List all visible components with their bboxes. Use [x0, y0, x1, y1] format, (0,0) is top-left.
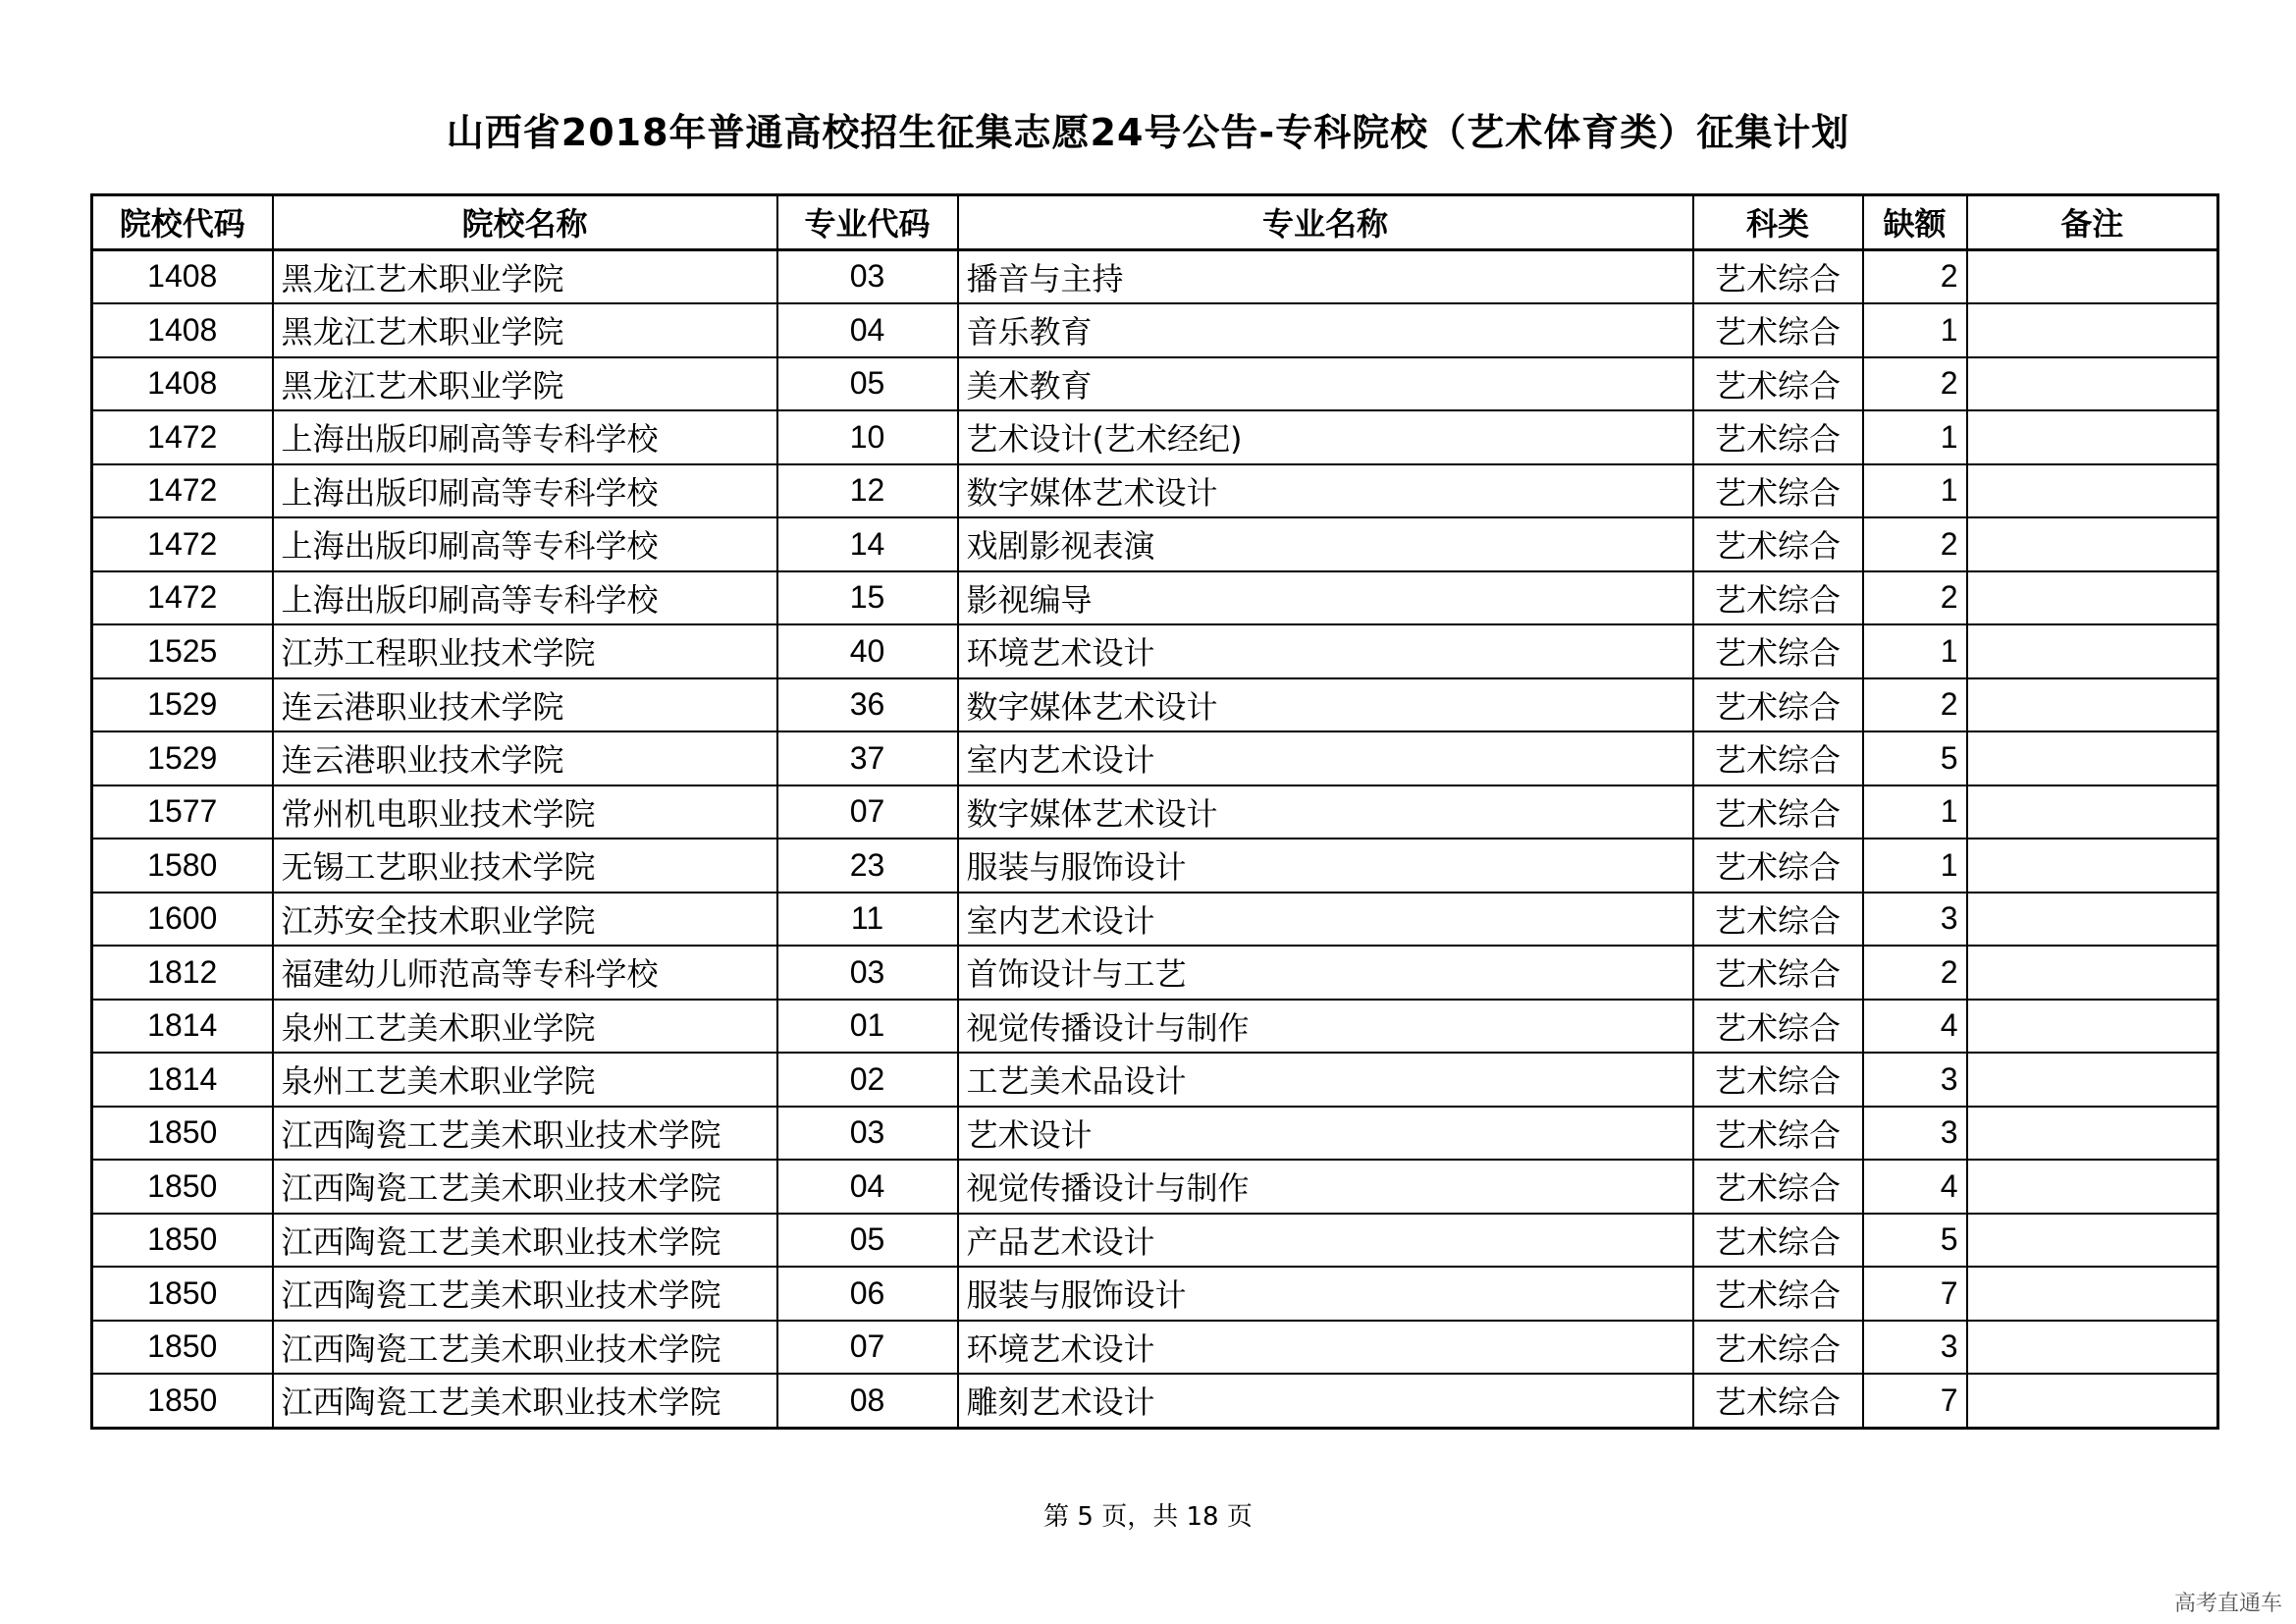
- note-cell: [1967, 785, 2218, 839]
- watermark-text: 高考直通车: [2173, 1592, 2282, 1616]
- note-cell: [1967, 1374, 2218, 1428]
- school-name-cell: 福建幼儿师范高等专科学校: [273, 946, 777, 1000]
- school-name-cell: 江西陶瓷工艺美术职业技术学院: [273, 1214, 777, 1268]
- major-name-cell: 产品艺术设计: [958, 1214, 1693, 1268]
- note-cell: [1967, 249, 2218, 303]
- note-cell: [1967, 1214, 2218, 1268]
- school-code-cell: 1850: [92, 1374, 273, 1428]
- page-title: 山西省2018年普通高校招生征集志愿24号公告-专科院校（艺术体育类）征集计划: [446, 111, 1850, 154]
- major-name-cell: 首饰设计与工艺: [958, 946, 1693, 1000]
- quota-cell: 5: [1863, 731, 1967, 785]
- major-name-cell: 美术教育: [958, 357, 1693, 411]
- school-code-cell: 1472: [92, 517, 273, 571]
- major-code-cell: 03: [777, 249, 958, 303]
- table-row: [92, 410, 2218, 464]
- major-code-cell: 08: [777, 1374, 958, 1428]
- table-row: [92, 1000, 2218, 1054]
- school-name-cell: 上海出版印刷高等专科学校: [273, 571, 777, 625]
- header-school-code: 院校代码: [92, 195, 273, 250]
- major-code-cell: 15: [777, 571, 958, 625]
- note-cell: [1967, 678, 2218, 732]
- category-cell: 艺术综合: [1693, 1374, 1863, 1428]
- category-cell: 艺术综合: [1693, 303, 1863, 357]
- quota-cell: 1: [1863, 785, 1967, 839]
- school-code-cell: 1472: [92, 410, 273, 464]
- quota-cell: 1: [1863, 839, 1967, 893]
- school-name-cell: 江苏工程职业技术学院: [273, 624, 777, 678]
- table-row: [92, 1267, 2218, 1321]
- major-name-cell: 艺术设计(艺术经纪): [958, 410, 1693, 464]
- enrollment-plan-table: [90, 193, 2219, 1430]
- table-row: [92, 731, 2218, 785]
- school-name-cell: 江西陶瓷工艺美术职业技术学院: [273, 1321, 777, 1375]
- quota-cell: 1: [1863, 464, 1967, 518]
- school-code-cell: 1472: [92, 464, 273, 518]
- category-cell: 艺术综合: [1693, 1214, 1863, 1268]
- quota-cell: 4: [1863, 1000, 1967, 1054]
- page-number: 第 5 页，共 18 页: [1043, 1502, 1253, 1532]
- category-cell: 艺术综合: [1693, 517, 1863, 571]
- major-name-cell: 播音与主持: [958, 249, 1693, 303]
- quota-cell: 3: [1863, 893, 1967, 947]
- school-code-cell: 1577: [92, 785, 273, 839]
- school-name-cell: 江苏安全技术职业学院: [273, 893, 777, 947]
- quota-cell: 1: [1863, 303, 1967, 357]
- school-code-cell: 1580: [92, 839, 273, 893]
- category-cell: 艺术综合: [1693, 1321, 1863, 1375]
- major-code-cell: 07: [777, 785, 958, 839]
- school-code-cell: 1472: [92, 571, 273, 625]
- school-code-cell: 1850: [92, 1321, 273, 1375]
- school-name-cell: 黑龙江艺术职业学院: [273, 249, 777, 303]
- category-cell: 艺术综合: [1693, 1267, 1863, 1321]
- major-name-cell: 雕刻艺术设计: [958, 1374, 1693, 1428]
- major-code-cell: 23: [777, 839, 958, 893]
- major-code-cell: 01: [777, 1000, 958, 1054]
- quota-cell: 2: [1863, 249, 1967, 303]
- table-row: [92, 571, 2218, 625]
- major-name-cell: 室内艺术设计: [958, 731, 1693, 785]
- school-code-cell: 1812: [92, 946, 273, 1000]
- major-name-cell: 数字媒体艺术设计: [958, 464, 1693, 518]
- table-row: [92, 1214, 2218, 1268]
- table-row: [92, 839, 2218, 893]
- school-code-cell: 1814: [92, 1053, 273, 1107]
- major-code-cell: 06: [777, 1267, 958, 1321]
- school-name-cell: 上海出版印刷高等专科学校: [273, 517, 777, 571]
- category-cell: 艺术综合: [1693, 410, 1863, 464]
- table-row: [92, 303, 2218, 357]
- school-code-cell: 1814: [92, 1000, 273, 1054]
- category-cell: 艺术综合: [1693, 839, 1863, 893]
- note-cell: [1967, 1107, 2218, 1161]
- school-code-cell: 1850: [92, 1267, 273, 1321]
- category-cell: 艺术综合: [1693, 464, 1863, 518]
- table-row: [92, 893, 2218, 947]
- major-code-cell: 03: [777, 1107, 958, 1161]
- major-code-cell: 10: [777, 410, 958, 464]
- note-cell: [1967, 1000, 2218, 1054]
- school-code-cell: 1408: [92, 249, 273, 303]
- school-code-cell: 1525: [92, 624, 273, 678]
- major-name-cell: 工艺美术品设计: [958, 1053, 1693, 1107]
- major-code-cell: 37: [777, 731, 958, 785]
- table-row: [92, 1374, 2218, 1428]
- category-cell: 艺术综合: [1693, 1053, 1863, 1107]
- quota-cell: 3: [1863, 1321, 1967, 1375]
- quota-cell: 4: [1863, 1160, 1967, 1214]
- header-major-name: 专业名称: [958, 195, 1693, 250]
- header-quota: 缺额: [1863, 195, 1967, 250]
- school-name-cell: 无锡工艺职业技术学院: [273, 839, 777, 893]
- major-code-cell: 14: [777, 517, 958, 571]
- table-row: [92, 249, 2218, 303]
- table-row: [92, 464, 2218, 518]
- category-cell: 艺术综合: [1693, 1000, 1863, 1054]
- table-row: [92, 517, 2218, 571]
- note-cell: [1967, 1160, 2218, 1214]
- table-row: [92, 357, 2218, 411]
- quota-cell: 1: [1863, 624, 1967, 678]
- major-name-cell: 环境艺术设计: [958, 1321, 1693, 1375]
- category-cell: 艺术综合: [1693, 624, 1863, 678]
- category-cell: 艺术综合: [1693, 785, 1863, 839]
- school-name-cell: 泉州工艺美术职业学院: [273, 1000, 777, 1054]
- school-code-cell: 1850: [92, 1107, 273, 1161]
- quota-cell: 2: [1863, 357, 1967, 411]
- table-row: [92, 1053, 2218, 1107]
- table-row: [92, 1107, 2218, 1161]
- header-school-name: 院校名称: [273, 195, 777, 250]
- major-code-cell: 12: [777, 464, 958, 518]
- school-name-cell: 黑龙江艺术职业学院: [273, 303, 777, 357]
- quota-cell: 5: [1863, 1214, 1967, 1268]
- quota-cell: 2: [1863, 517, 1967, 571]
- category-cell: 艺术综合: [1693, 357, 1863, 411]
- header-note: 备注: [1967, 195, 2218, 250]
- table-row: [92, 785, 2218, 839]
- major-name-cell: 室内艺术设计: [958, 893, 1693, 947]
- table-row: [92, 678, 2218, 732]
- major-code-cell: 05: [777, 357, 958, 411]
- note-cell: [1967, 1267, 2218, 1321]
- major-name-cell: 服装与服饰设计: [958, 839, 1693, 893]
- school-name-cell: 江西陶瓷工艺美术职业技术学院: [273, 1160, 777, 1214]
- note-cell: [1967, 946, 2218, 1000]
- major-name-cell: 服装与服饰设计: [958, 1267, 1693, 1321]
- major-code-cell: 03: [777, 946, 958, 1000]
- school-code-cell: 1408: [92, 357, 273, 411]
- quota-cell: 1: [1863, 410, 1967, 464]
- major-name-cell: 音乐教育: [958, 303, 1693, 357]
- school-name-cell: 上海出版印刷高等专科学校: [273, 410, 777, 464]
- major-name-cell: 数字媒体艺术设计: [958, 678, 1693, 732]
- quota-cell: 3: [1863, 1053, 1967, 1107]
- quota-cell: 2: [1863, 678, 1967, 732]
- school-name-cell: 连云港职业技术学院: [273, 731, 777, 785]
- note-cell: [1967, 731, 2218, 785]
- category-cell: 艺术综合: [1693, 1160, 1863, 1214]
- major-code-cell: 05: [777, 1214, 958, 1268]
- school-name-cell: 黑龙江艺术职业学院: [273, 357, 777, 411]
- major-code-cell: 11: [777, 893, 958, 947]
- school-code-cell: 1529: [92, 678, 273, 732]
- table-header-row: [92, 195, 2218, 250]
- note-cell: [1967, 357, 2218, 411]
- category-cell: 艺术综合: [1693, 249, 1863, 303]
- school-name-cell: 江西陶瓷工艺美术职业技术学院: [273, 1107, 777, 1161]
- note-cell: [1967, 464, 2218, 518]
- major-name-cell: 戏剧影视表演: [958, 517, 1693, 571]
- table-body: [92, 249, 2218, 1428]
- major-name-cell: 视觉传播设计与制作: [958, 1000, 1693, 1054]
- table-row: [92, 1321, 2218, 1375]
- header-category: 科类: [1693, 195, 1863, 250]
- quota-cell: 7: [1863, 1267, 1967, 1321]
- quota-cell: 7: [1863, 1374, 1967, 1428]
- note-cell: [1967, 839, 2218, 893]
- quota-cell: 2: [1863, 571, 1967, 625]
- category-cell: 艺术综合: [1693, 678, 1863, 732]
- school-name-cell: 连云港职业技术学院: [273, 678, 777, 732]
- table-row: [92, 1160, 2218, 1214]
- category-cell: 艺术综合: [1693, 946, 1863, 1000]
- quota-cell: 3: [1863, 1107, 1967, 1161]
- school-name-cell: 江西陶瓷工艺美术职业技术学院: [273, 1374, 777, 1428]
- major-name-cell: 影视编导: [958, 571, 1693, 625]
- category-cell: 艺术综合: [1693, 731, 1863, 785]
- note-cell: [1967, 303, 2218, 357]
- major-code-cell: 02: [777, 1053, 958, 1107]
- school-code-cell: 1600: [92, 893, 273, 947]
- major-name-cell: 数字媒体艺术设计: [958, 785, 1693, 839]
- school-name-cell: 泉州工艺美术职业学院: [273, 1053, 777, 1107]
- major-code-cell: 40: [777, 624, 958, 678]
- major-name-cell: 环境艺术设计: [958, 624, 1693, 678]
- note-cell: [1967, 410, 2218, 464]
- category-cell: 艺术综合: [1693, 571, 1863, 625]
- category-cell: 艺术综合: [1693, 1107, 1863, 1161]
- major-name-cell: 视觉传播设计与制作: [958, 1160, 1693, 1214]
- note-cell: [1967, 517, 2218, 571]
- table-row: [92, 624, 2218, 678]
- category-cell: 艺术综合: [1693, 893, 1863, 947]
- school-code-cell: 1529: [92, 731, 273, 785]
- school-name-cell: 常州机电职业技术学院: [273, 785, 777, 839]
- header-major-code: 专业代码: [777, 195, 958, 250]
- note-cell: [1967, 571, 2218, 625]
- table-row: [92, 946, 2218, 1000]
- major-name-cell: 艺术设计: [958, 1107, 1693, 1161]
- major-code-cell: 04: [777, 303, 958, 357]
- major-code-cell: 36: [777, 678, 958, 732]
- school-code-cell: 1850: [92, 1160, 273, 1214]
- note-cell: [1967, 1053, 2218, 1107]
- note-cell: [1967, 893, 2218, 947]
- school-code-cell: 1408: [92, 303, 273, 357]
- quota-cell: 2: [1863, 946, 1967, 1000]
- major-code-cell: 07: [777, 1321, 958, 1375]
- note-cell: [1967, 1321, 2218, 1375]
- school-name-cell: 江西陶瓷工艺美术职业技术学院: [273, 1267, 777, 1321]
- school-code-cell: 1850: [92, 1214, 273, 1268]
- major-code-cell: 04: [777, 1160, 958, 1214]
- note-cell: [1967, 624, 2218, 678]
- school-name-cell: 上海出版印刷高等专科学校: [273, 464, 777, 518]
